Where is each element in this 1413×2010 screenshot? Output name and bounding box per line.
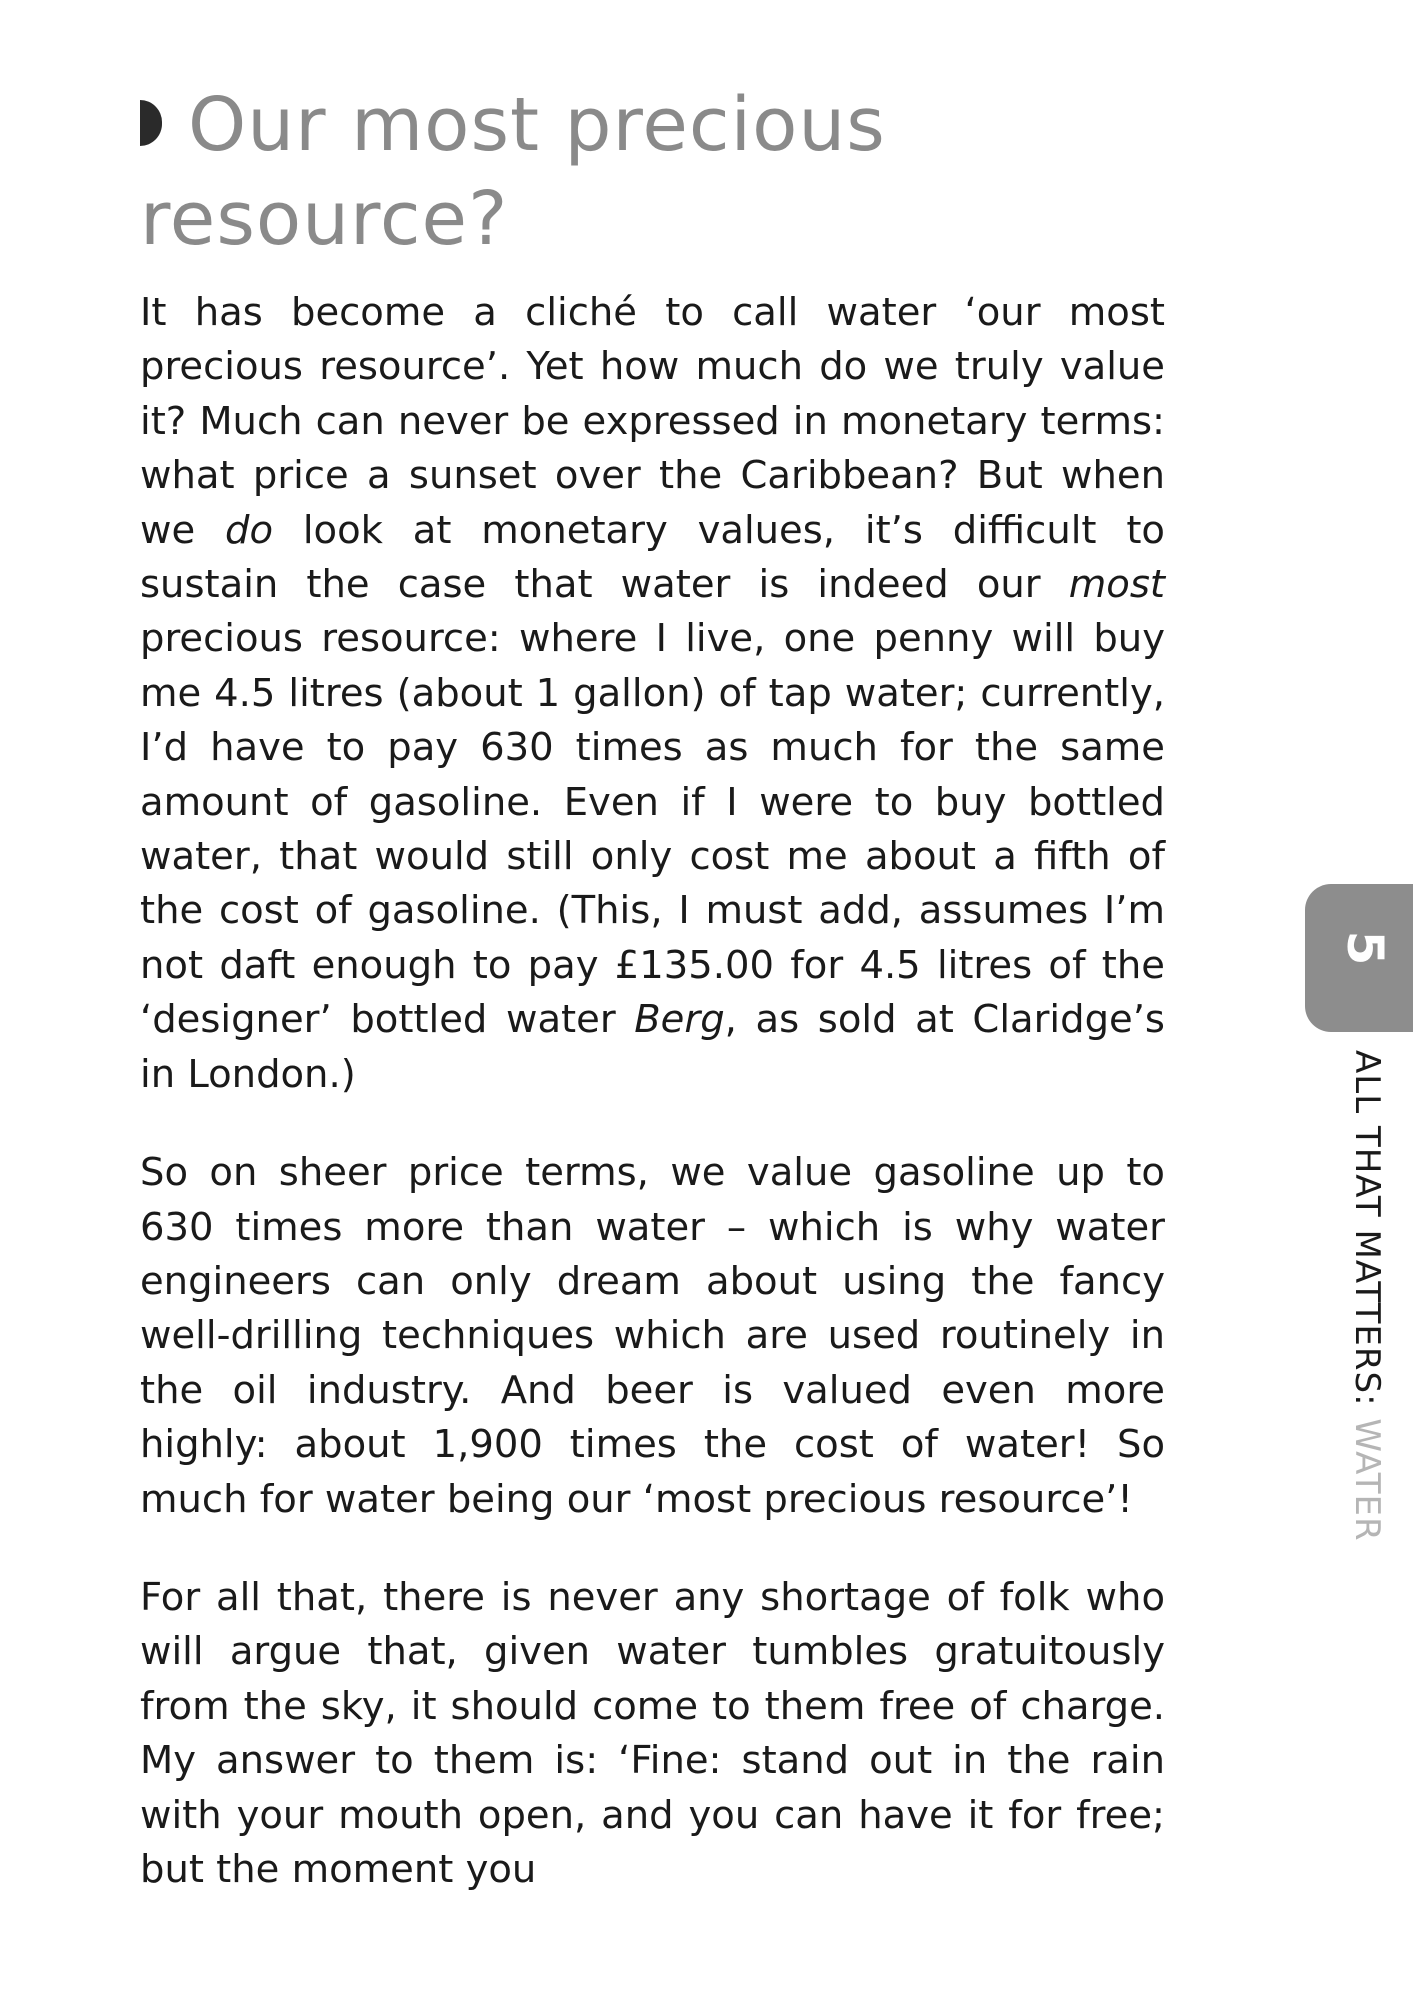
- chapter-number: 5: [1336, 930, 1394, 966]
- article-body: [140, 286, 1165, 1941]
- text-segment: It has become a cliché to call water ‘our most precious resource’. Yet how much do we truly value it? Much can never be expressed in monetary terms: what price a sunset over the Caribbean? But when we: [140, 290, 1165, 553]
- section-marker-icon: [140, 100, 162, 146]
- paragraph-2: [140, 1146, 1165, 1527]
- text-segment: So on sheer price terms, we value gasoline up to 630 times more than water – which is why water engineers can only dream about using the fancy well-drilling techniques which are used routinely in the oil industry. And beer is valued even more highly: about 1,900 times the cost of water! So much for water being our ‘most precious resource’!: [140, 1150, 1165, 1522]
- text-segment: , as sold at Claridge’s in London.): [140, 997, 1165, 1097]
- text-emphasis: most: [1068, 562, 1165, 608]
- paragraph-1: [140, 286, 1165, 1102]
- text-emphasis: do: [225, 507, 274, 553]
- running-header-main: ALL THAT MATTERS:: [1347, 1050, 1387, 1419]
- text-segment: For all that, there is never any shortage of folk who will argue that, given water tumbles gratuitously from the sky, it should come to them free of charge. My answer to them is: ‘Fine: stand out in the rain with your mouth open, and you can have it for free; but the moment you: [140, 1574, 1165, 1892]
- page-title-text: Our most precious resource?: [140, 82, 886, 262]
- text-emphasis: Berg: [634, 997, 725, 1043]
- paragraph-3: [140, 1571, 1165, 1897]
- text-segment: look at monetary values, it’s difficult to sustain the case that water is indeed our: [140, 507, 1165, 608]
- running-header: [1347, 1050, 1387, 1542]
- page-title: [140, 78, 960, 266]
- text-segment: precious resource: where I live, one penny will buy me 4.5 litres (about 1 gallon) of tap water; currently, I’d have to pay 630 times as much for the same amount of gasoline. Even if I were to buy bottled water, that would still only cost me about a fifth of the cost of gasoline. (This, I must add, assumes I’m not daft enough to pay £135.00 for 4.5 litres of the ‘designer’ bottled water: [140, 616, 1165, 1043]
- running-header-accent: WATER: [1347, 1418, 1387, 1542]
